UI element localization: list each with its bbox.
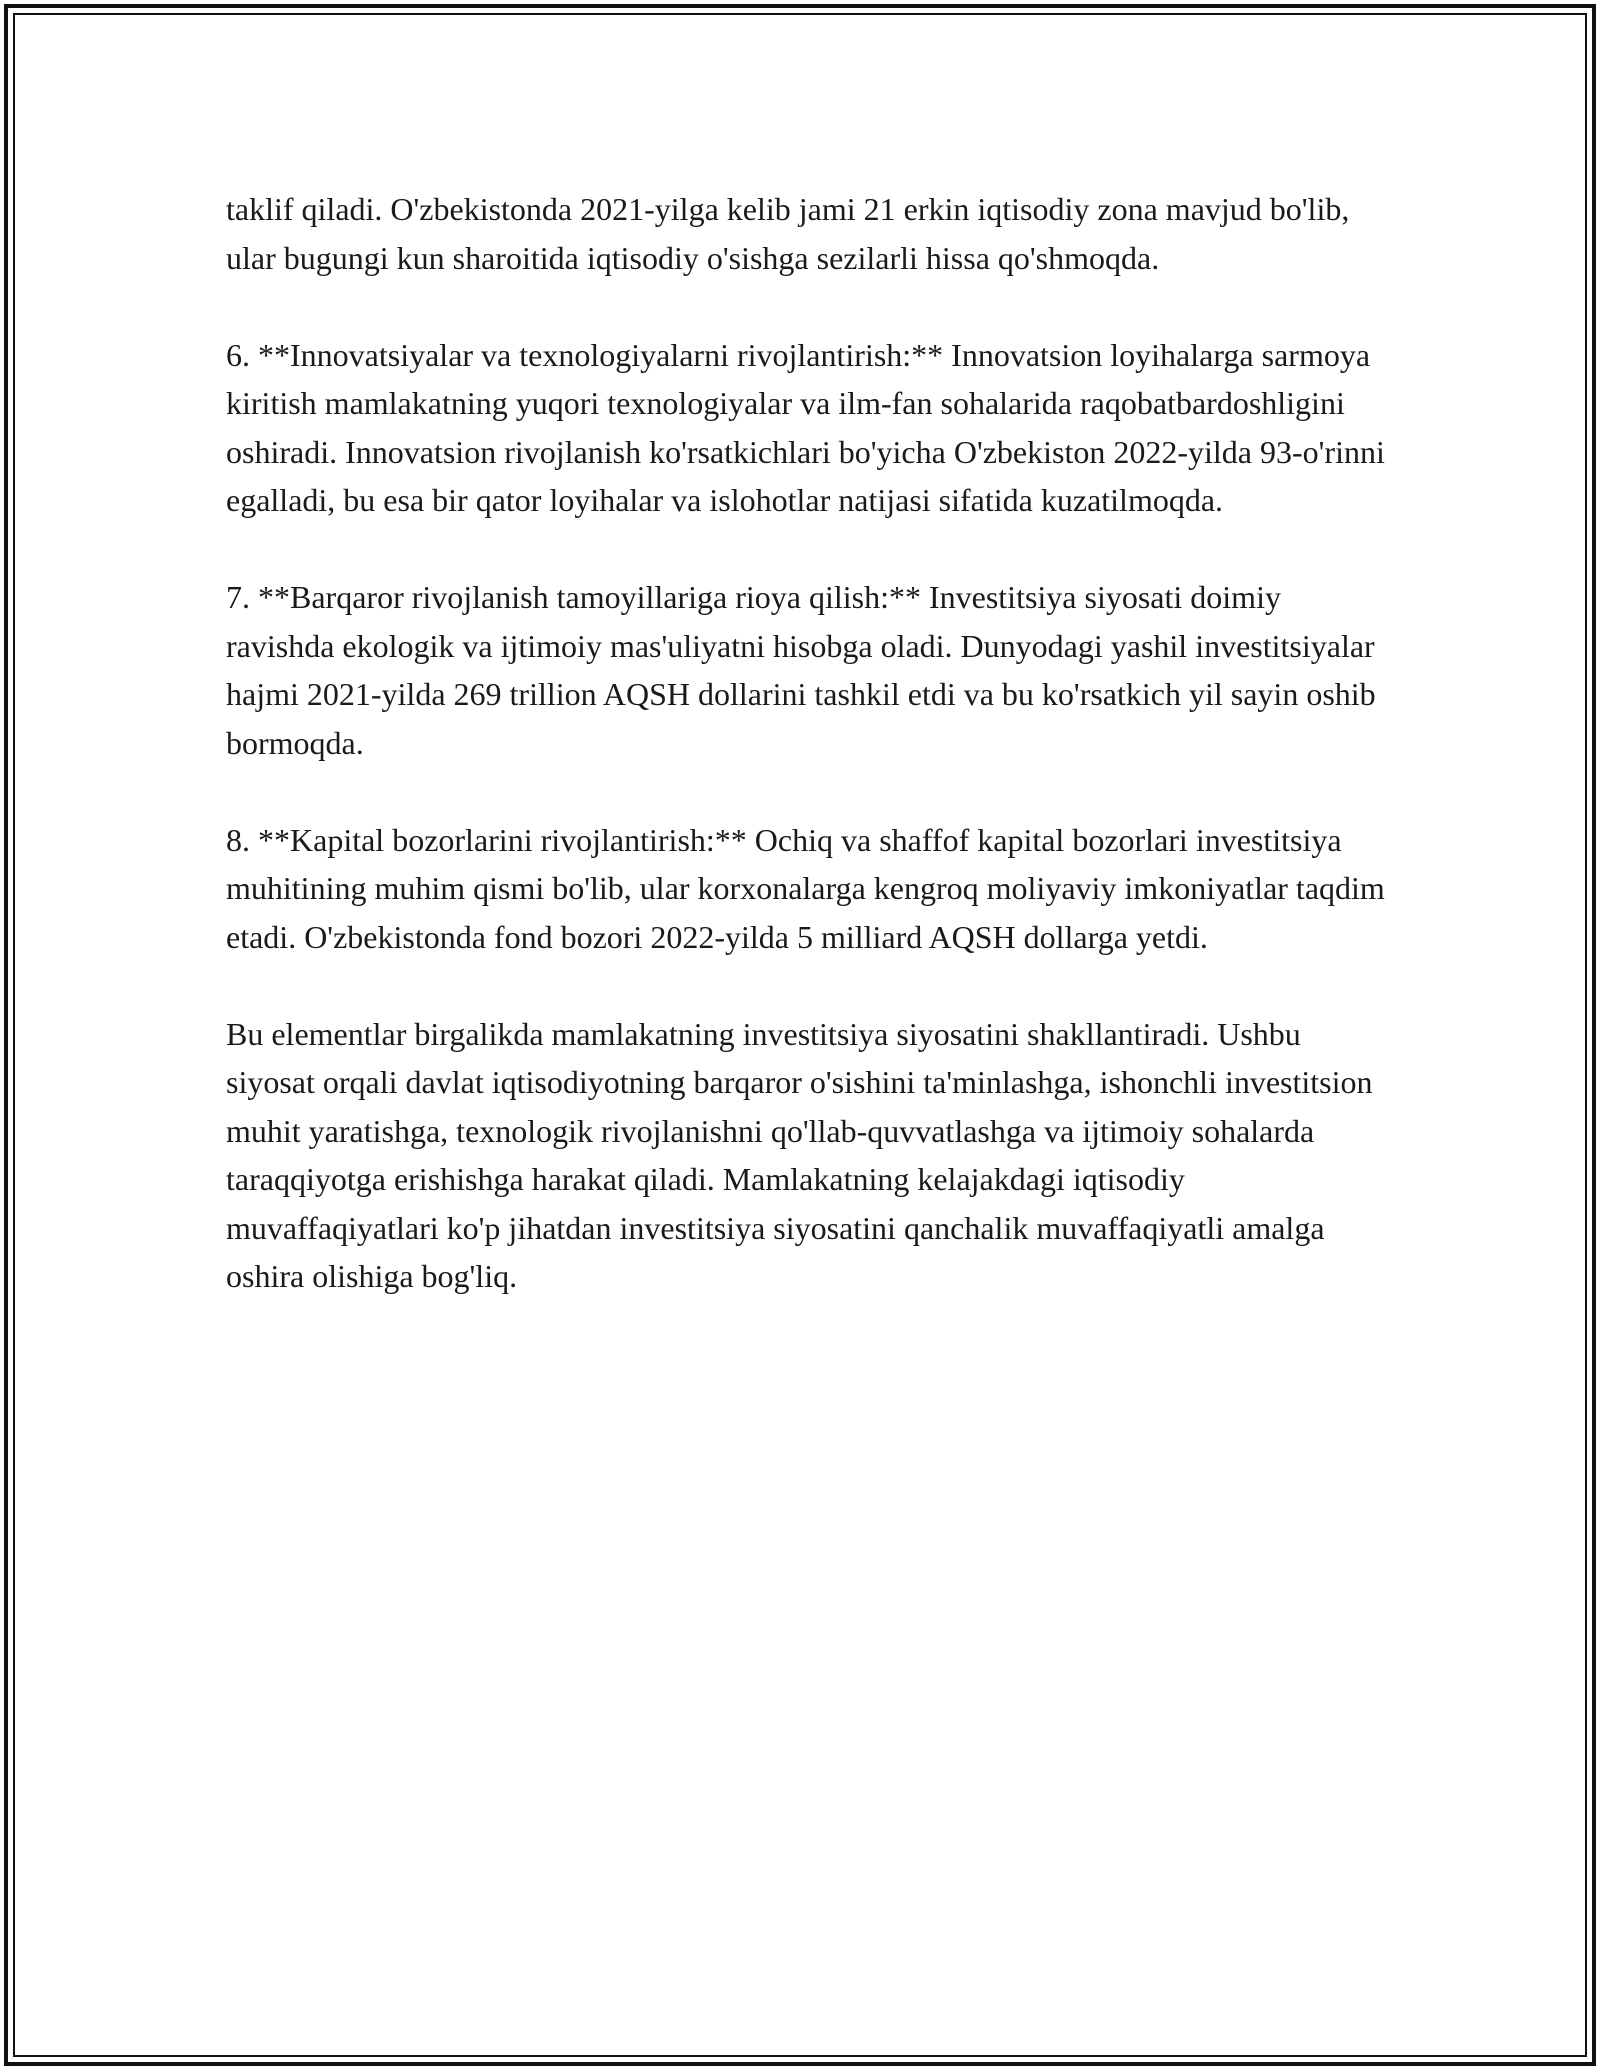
paragraph-conclusion: Bu elementlar birgalikda mamlakatning investitsiya siyosatini shakllantiradi. Ushbu siyosat orqali davlat iqtisodiyotning barqaror o'sishini ta'minlashga, ishonchli investitsion muhit yaratishga, texnologik rivojlanishni qo'llab-quvvatlashga va ijtimoiy sohalarda taraqqiyotga erishishga harakat qiladi. Mamlakatning kelajakdagi iqtisodiy muvaffaqiyatlari ko'p jihatdan investitsiya siyosatini qanchalik muvaffaqiyatli amalga oshira olishiga bog'liq. [226,1015,1373,1294]
paragraph-capital-markets: 8. **Kapital bozorlarini rivojlantirish:** Ochiq va shaffof kapital bozorlari investitsiya muhitining muhim qismi bo'lib, ular korxonalarga kengroq moliyaviy imkoniyatlar taqdim etadi. O'zbekistonda fond bozori 2022-yilda 5 milliard AQSH dollarga yetdi. [226,821,1385,955]
paragraph-sustainable-development: 7. **Barqaror rivojlanish tamoyillariga rioya qilish:** Investitsiya siyosati doimiy ravishda ekologik va ijtimoiy mas'uliyatni hisobga oladi. Dunyodagi yashil investitsiyalar hajmi 2021-yilda 269 trillion AQSH dollarini tashkil etdi va bu ko'rsatkich yil sayin oshib bormoqda. [226,579,1376,761]
paragraph-innovation: 6. **Innovatsiyalar va texnologiyalarni rivojlantirish:** Innovatsion loyihalarga sarmoya kiritish mamlakatning yuqori texnologiyalar va ilm-fan sohalarida raqobatbardoshligini oshiradi. Innovatsion rivojlanish ko'rsatkichlari bo'yicha O'zbekiston 2022-yilda 93-o'rinni egalladi, bu esa bir qator loyihalar va islohotlar natijasi sifatida kuzatilmoqda. [226,336,1385,518]
document-body [226,185,1386,1349]
paragraph-free-economic-zones: taklif qiladi. O'zbekistonda 2021-yilga kelib jami 21 erkin iqtisodiy zona mavjud bo'lib, ular bugungi kun sharoitida iqtisodiy o'sishga sezilarli hissa qo'shmoqda. [226,191,1350,276]
